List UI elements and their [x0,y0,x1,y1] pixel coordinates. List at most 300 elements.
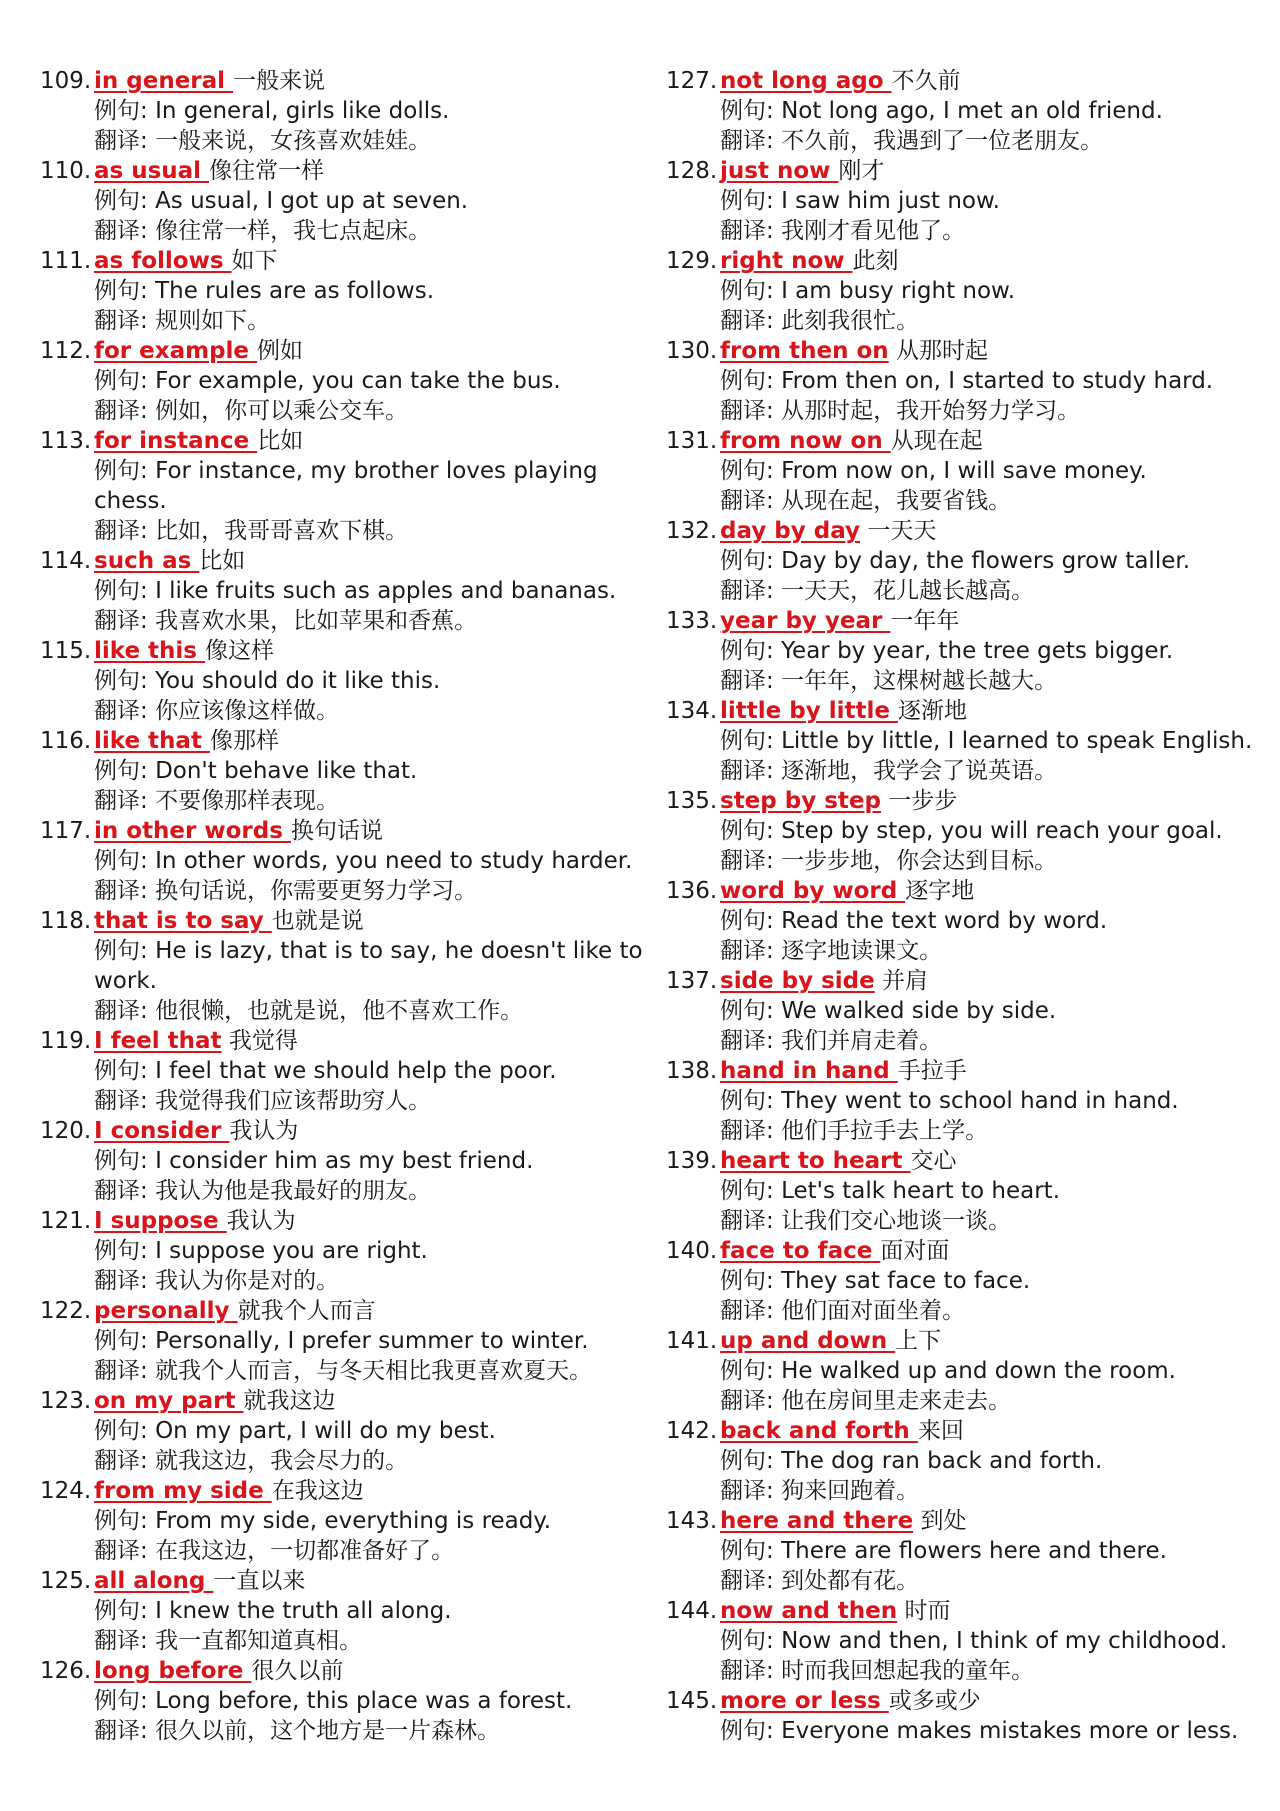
example-label: 例句: [94,1238,156,1264]
entry-number: 131. [666,428,718,454]
translation-line [40,996,650,1026]
entry-head [40,726,650,756]
translation-line [40,696,650,726]
translation-sentence: 我刚才看见他了。 [781,218,966,244]
example-label: 例句: [94,1148,156,1174]
translation-label: 翻译: [720,938,782,964]
translation-label: 翻译: [94,1628,156,1654]
translation-label: 翻译: [720,848,782,874]
entry-number: 110. [40,158,92,184]
translation-sentence: 让我们交心地谈一谈。 [781,1208,1012,1234]
entry-head [666,246,1266,276]
example-line [40,366,650,396]
entry-number: 144. [666,1598,718,1624]
example-sentence: Not long ago, I met an old friend. [781,98,1163,124]
entry-head [666,516,1266,546]
phrase-text: as usual [94,158,210,184]
phrase-entry [666,66,1266,156]
translation-sentence: 像往常一样，我七点起床。 [155,218,432,244]
example-label: 例句: [720,1268,782,1294]
phrase-text: for example [94,338,258,364]
translation-sentence: 不久前，我遇到了一位老朋友。 [781,128,1104,154]
phrase-entry [666,1506,1266,1596]
phrase-meaning: 刚才 [838,158,885,184]
example-line [40,1506,650,1536]
example-label: 例句: [94,278,156,304]
phrase-text: right now [720,248,853,274]
phrase-meaning: 不久前 [891,68,961,94]
example-label: 例句: [94,458,156,484]
phrase-entry [40,636,650,726]
translation-line [666,1476,1266,1506]
example-label: 例句: [720,1538,782,1564]
example-label: 例句: [720,638,782,664]
example-sentence: I am busy right now. [781,278,1016,304]
entry-number: 134. [666,698,718,724]
translation-label: 翻译: [720,758,782,784]
phrase-entry [666,246,1266,336]
phrase-meaning: 如下 [231,248,278,274]
example-sentence: You should do it like this. [155,668,441,694]
phrase-meaning: 很久以前 [251,1658,344,1684]
translation-label: 翻译: [94,608,156,634]
translation-line [666,576,1266,606]
entry-number: 143. [666,1508,718,1534]
translation-sentence: 我觉得我们应该帮助穷人。 [155,1088,432,1114]
phrase-text: from now on [720,428,891,454]
entry-head [40,1116,650,1146]
example-line [40,756,650,786]
example-label: 例句: [720,98,782,124]
phrase-entry [666,786,1266,876]
entry-head [40,636,650,666]
translation-label: 翻译: [720,1388,782,1414]
entry-head [666,1686,1266,1716]
phrase-text: more or less [720,1688,889,1714]
example-sentence: They sat face to face. [781,1268,1031,1294]
example-label: 例句: [94,188,156,214]
example-label: 例句: [720,1718,782,1744]
phrase-text: side by side [720,968,875,994]
phrase-meaning: 从现在起 [890,428,983,454]
translation-label: 翻译: [94,398,156,424]
phrase-meaning: 一般来说 [233,68,326,94]
phrase-text: not long ago [720,68,892,94]
phrase-entry [666,1146,1266,1236]
example-sentence: Year by year, the tree gets bigger. [781,638,1174,664]
example-line [40,1416,650,1446]
translation-label: 翻译: [94,218,156,244]
translation-line [40,516,650,546]
example-label: 例句: [720,998,782,1024]
entry-number: 135. [666,788,718,814]
translation-line [666,126,1266,156]
translation-sentence: 他很懒，也就是说，他不喜欢工作。 [155,998,524,1024]
translation-label: 翻译: [720,1658,782,1684]
entry-head [40,336,650,366]
phrase-meaning: 像这样 [205,638,275,664]
translation-label: 翻译: [94,1268,156,1294]
phrase-entry [40,1206,650,1296]
example-line [40,1596,650,1626]
translation-line [666,1386,1266,1416]
phrase-text: from my side [94,1478,272,1504]
translation-line [666,1206,1266,1236]
entry-head [666,1236,1266,1266]
entry-head [666,696,1266,726]
example-line [40,96,650,126]
translation-label: 翻译: [720,668,782,694]
entry-number: 116. [40,728,92,754]
entry-number: 114. [40,548,92,574]
translation-line [40,1536,650,1566]
entry-head [40,66,650,96]
example-label: 例句: [94,1598,156,1624]
example-line [666,276,1266,306]
translation-label: 翻译: [94,878,156,904]
left-column [40,66,650,1746]
phrase-text: like this [94,638,206,664]
entry-number: 141. [666,1328,718,1354]
phrase-meaning: 我认为 [226,1208,296,1234]
translation-sentence: 很久以前，这个地方是一片森林。 [155,1718,501,1744]
entry-number: 127. [666,68,718,94]
entry-number: 117. [40,818,92,844]
translation-sentence: 此刻我很忙。 [781,308,920,334]
example-sentence: I saw him just now. [781,188,1000,214]
entry-number: 128. [666,158,718,184]
example-sentence: In other words, you need to study harder. [155,848,633,874]
example-line [666,1626,1266,1656]
entry-head [666,426,1266,456]
translation-sentence: 规则如下。 [155,308,271,334]
example-line [40,666,650,696]
entry-head [666,1326,1266,1356]
entry-number: 129. [666,248,718,274]
phrase-text: face to face [720,1238,881,1264]
translation-sentence: 换句话说，你需要更努力学习。 [155,878,478,904]
entry-head [40,1566,650,1596]
phrase-entry [666,1686,1266,1746]
entry-number: 112. [40,338,92,364]
translation-sentence: 例如，你可以乘公交车。 [155,398,409,424]
entry-number: 120. [40,1118,92,1144]
entry-number: 132. [666,518,718,544]
example-line [666,366,1266,396]
example-sentence: Now and then, I think of my childhood. [781,1628,1228,1654]
translation-sentence: 一般来说，女孩喜欢娃娃。 [155,128,432,154]
example-line [666,1176,1266,1206]
example-line [666,816,1266,846]
phrase-meaning: 上下 [895,1328,942,1354]
translation-label: 翻译: [720,218,782,244]
phrase-text: in general [94,68,234,94]
entry-number: 136. [666,878,718,904]
example-line [40,1146,650,1176]
translation-sentence: 就我这边，我会尽力的。 [155,1448,409,1474]
translation-line [666,1566,1266,1596]
translation-line [40,1716,650,1746]
translation-sentence: 他在房间里走来走去。 [781,1388,1012,1414]
right-column [666,66,1266,1746]
translation-line [40,1176,650,1206]
translation-line [40,786,650,816]
example-line [666,1716,1266,1746]
translation-label: 翻译: [720,1208,782,1234]
entry-head [666,156,1266,186]
phrase-entry [40,816,650,906]
phrase-text: step by step [720,788,881,814]
entry-number: 137. [666,968,718,994]
entry-head [40,246,650,276]
example-label: 例句: [720,1088,782,1114]
phrase-entry [40,1116,650,1206]
translation-sentence: 你应该像这样做。 [155,698,340,724]
example-line [666,1266,1266,1296]
example-label: 例句: [720,1448,782,1474]
example-sentence: He is lazy, that is to say, he doesn't like to work. [94,938,643,994]
example-line [666,96,1266,126]
example-line [666,726,1266,756]
example-label: 例句: [720,188,782,214]
example-sentence: From now on, I will save money. [781,458,1147,484]
example-line [666,636,1266,666]
example-label: 例句: [720,1178,782,1204]
example-sentence: Step by step, you will reach your goal. [781,818,1223,844]
translation-label: 翻译: [720,398,782,424]
translation-line [40,876,650,906]
example-sentence: From then on, I started to study hard. [781,368,1214,394]
example-sentence: On my part, I will do my best. [155,1418,496,1444]
example-label: 例句: [720,1628,782,1654]
phrase-entry [40,336,650,426]
phrase-text: that is to say [94,908,272,934]
translation-line [666,1116,1266,1146]
phrase-meaning: 此刻 [852,248,899,274]
phrase-entry [666,606,1266,696]
phrase-entry [40,156,650,246]
phrase-meaning: 一直以来 [213,1568,306,1594]
example-sentence: Read the text word by word. [781,908,1108,934]
translation-line [40,216,650,246]
entry-number: 122. [40,1298,92,1324]
translation-label: 翻译: [94,128,156,154]
phrase-text: I suppose [94,1208,227,1234]
translation-line [666,1656,1266,1686]
phrase-entry [666,156,1266,246]
phrase-text: little by little [720,698,898,724]
translation-sentence: 他们手拉手去上学。 [781,1118,989,1144]
translation-line [666,216,1266,246]
entry-number: 139. [666,1148,718,1174]
example-line [40,1686,650,1716]
example-label: 例句: [720,458,782,484]
phrase-text: I feel that [94,1028,222,1054]
phrase-meaning: 一步步 [880,788,958,814]
example-sentence: He walked up and down the room. [781,1358,1176,1384]
phrase-entry [40,546,650,636]
phrase-entry [40,1656,650,1746]
phrase-meaning: 像那样 [209,728,279,754]
phrase-text: as follows [94,248,232,274]
translation-label: 翻译: [720,488,782,514]
translation-line [666,1296,1266,1326]
phrase-entry [666,1236,1266,1326]
phrase-entry [666,876,1266,966]
phrase-entry [40,1026,650,1116]
phrase-meaning: 比如 [199,548,246,574]
translation-label: 翻译: [94,1178,156,1204]
example-line [666,456,1266,486]
translation-label: 翻译: [94,998,156,1024]
entry-head [40,816,650,846]
translation-line [666,396,1266,426]
example-line [40,576,650,606]
example-label: 例句: [94,1688,156,1714]
example-line [40,186,650,216]
phrase-entry [666,1056,1266,1146]
entry-head [666,1416,1266,1446]
phrase-entry [666,1326,1266,1416]
example-sentence: Let's talk heart to heart. [781,1178,1061,1204]
example-line [666,1446,1266,1476]
translation-label: 翻译: [94,698,156,724]
phrase-meaning: 例如 [257,338,304,364]
entry-number: 142. [666,1418,718,1444]
entry-head [40,1296,650,1326]
example-line [40,1236,650,1266]
translation-label: 翻译: [94,788,156,814]
example-sentence: In general, girls like dolls. [155,98,450,124]
example-label: 例句: [720,908,782,934]
phrase-text: just now [720,158,839,184]
phrase-text: I consider [94,1118,230,1144]
example-line [40,1326,650,1356]
example-sentence: Little by little, I learned to speak English. [781,728,1253,754]
translation-sentence: 就我个人而言，与冬天相比我更喜欢夏天。 [155,1358,593,1384]
example-sentence: I suppose you are right. [155,1238,428,1264]
entry-head [40,156,650,186]
example-line [666,1356,1266,1386]
phrase-meaning: 也就是说 [271,908,364,934]
example-label: 例句: [94,1418,156,1444]
example-sentence: I feel that we should help the poor. [155,1058,557,1084]
example-sentence: I like fruits such as apples and bananas. [155,578,617,604]
phrase-meaning: 来回 [917,1418,964,1444]
translation-sentence: 逐渐地，我学会了说英语。 [781,758,1058,784]
translation-label: 翻译: [94,1448,156,1474]
phrase-text: now and then [720,1598,898,1624]
phrase-entry [40,1476,650,1566]
example-label: 例句: [720,1358,782,1384]
phrase-meaning: 一天天 [860,518,937,544]
translation-line [666,846,1266,876]
phrase-entry [666,1416,1266,1506]
example-label: 例句: [720,278,782,304]
translation-line [666,306,1266,336]
phrase-entry [40,66,650,156]
example-label: 例句: [720,548,782,574]
translation-sentence: 比如，我哥哥喜欢下棋。 [155,518,409,544]
example-line [666,996,1266,1026]
entry-number: 121. [40,1208,92,1234]
entry-head [40,1026,650,1056]
translation-line [40,606,650,636]
phrase-text: all along [94,1568,214,1594]
example-line [40,936,650,996]
phrase-text: word by word [720,878,906,904]
phrase-entry [666,1596,1266,1686]
entry-head [666,66,1266,96]
translation-line [40,1626,650,1656]
example-label: 例句: [720,728,782,754]
translation-sentence: 不要像那样表现。 [155,788,340,814]
translation-line [666,756,1266,786]
entry-head [666,1596,1266,1626]
phrase-text: hand in hand [720,1058,898,1084]
entry-number: 125. [40,1568,92,1594]
example-label: 例句: [94,668,156,694]
phrase-meaning: 从那时起 [888,338,988,364]
entry-head [666,966,1266,996]
entry-head [40,906,650,936]
example-sentence: I knew the truth all along. [155,1598,452,1624]
example-line [40,276,650,306]
phrase-text: from then on [720,338,889,364]
translation-label: 翻译: [720,1028,782,1054]
entry-number: 109. [40,68,92,94]
translation-label: 翻译: [94,518,156,544]
example-line [666,906,1266,936]
example-sentence: The dog ran back and forth. [781,1448,1103,1474]
phrase-entry [40,726,650,816]
translation-sentence: 到处都有花。 [781,1568,920,1594]
phrase-entry [40,906,650,1026]
example-sentence: There are flowers here and there. [781,1538,1167,1564]
translation-sentence: 我一直都知道真相。 [155,1628,363,1654]
example-label: 例句: [94,1328,156,1354]
entry-number: 140. [666,1238,718,1264]
entry-number: 113. [40,428,92,454]
phrase-text: personally [94,1298,238,1324]
example-line [666,546,1266,576]
translation-label: 翻译: [94,1088,156,1114]
phrase-entry [666,336,1266,426]
example-sentence: From my side, everything is ready. [155,1508,552,1534]
example-sentence: I consider him as my best friend. [155,1148,534,1174]
example-label: 例句: [94,1058,156,1084]
translation-label: 翻译: [94,308,156,334]
phrase-entry [40,1566,650,1656]
phrase-meaning: 我觉得 [221,1028,298,1054]
phrase-meaning: 手拉手 [897,1058,967,1084]
phrase-text: day by day [720,518,861,544]
phrase-meaning: 就我这边 [243,1388,336,1414]
example-sentence: Long before, this place was a forest. [155,1688,573,1714]
example-sentence: For example, you can take the bus. [155,368,561,394]
entry-number: 133. [666,608,718,634]
translation-sentence: 逐字地读课文。 [781,938,943,964]
entry-head [40,1386,650,1416]
phrase-meaning: 逐字地 [905,878,975,904]
phrase-entry [40,1296,650,1386]
translation-sentence: 我认为他是我最好的朋友。 [155,1178,432,1204]
translation-sentence: 一步步地，你会达到目标。 [781,848,1058,874]
example-label: 例句: [720,818,782,844]
translation-label: 翻译: [720,1298,782,1324]
phrase-meaning: 交心 [910,1148,957,1174]
example-label: 例句: [94,848,156,874]
